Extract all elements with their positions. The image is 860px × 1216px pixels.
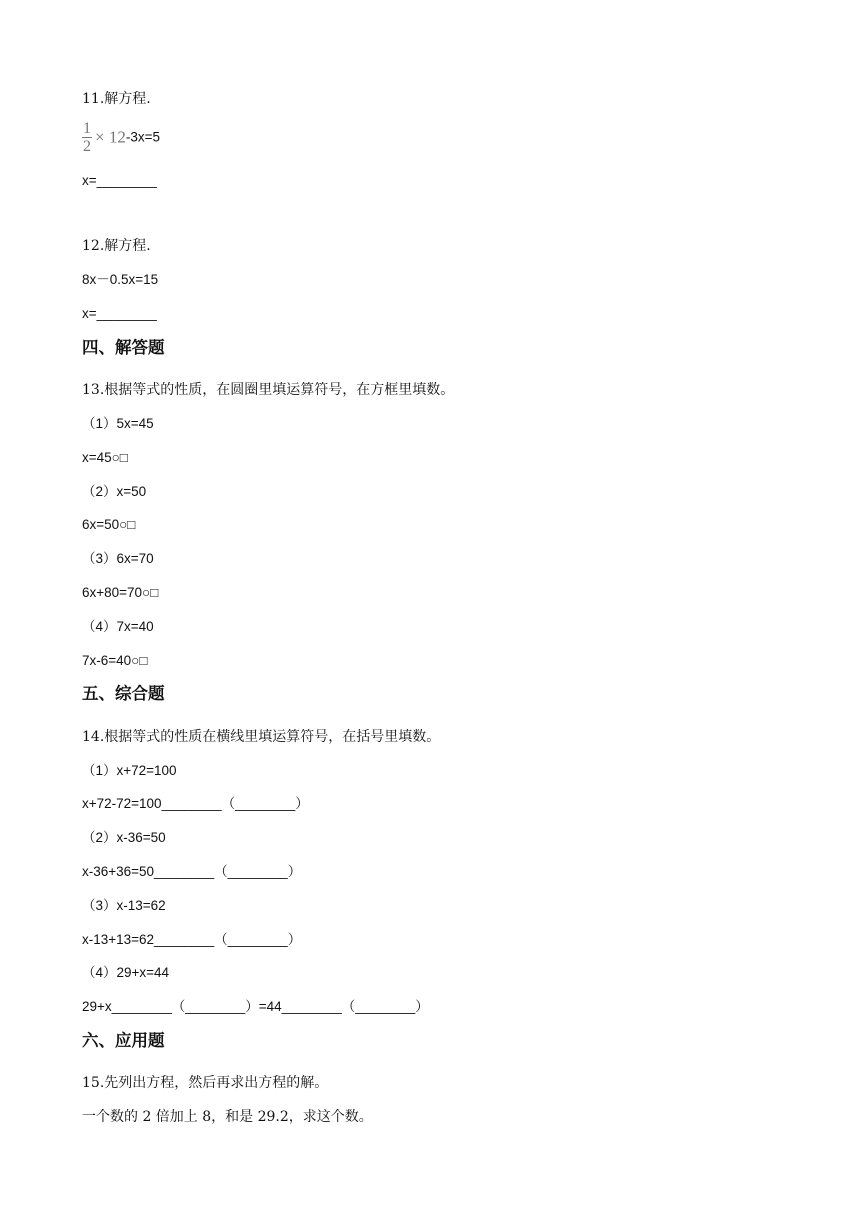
q11-answer-blank: x=________ (82, 173, 157, 188)
q15-title: 15.先列出方程，然后再求出方程的解。 (82, 1075, 329, 1091)
q11-equation-tail: -3x=5 (125, 129, 160, 145)
q14-item-2-given: （2）x-36=50 (82, 830, 166, 845)
q14-item-1-given: （1）x+72=100 (82, 763, 177, 778)
q12-answer-blank: x=________ (82, 306, 157, 321)
q13-item-2-work: 6x=50○□ (82, 517, 136, 532)
q11-title: 11.解方程. (82, 91, 151, 107)
q13-item-3-given: （3）6x=70 (82, 551, 154, 566)
q13-item-2-given: （2）x=50 (82, 484, 147, 499)
q14-item-3-work: x-13+13=62________（________） (82, 932, 302, 947)
q14-item-1-work: x+72-72=100________（________） (82, 796, 309, 811)
fraction-numerator: 1 (83, 120, 91, 137)
q13-item-4-given: （4）7x=40 (82, 619, 154, 634)
q12-equation: 8x－0.5x=15 (82, 272, 159, 287)
q13-title: 13.根据等式的性质，在圆圈里填运算符号，在方框里填数。 (82, 382, 455, 398)
q12-title: 12.解方程. (82, 238, 151, 254)
q14-item-4-given: （4）29+x=44 (82, 965, 170, 980)
q15-problem-text: 一个数的 2 倍加上 8，和是 29.2，求这个数。 (82, 1109, 373, 1125)
q14-item-2-work: x-36+36=50________（________） (82, 864, 302, 879)
q14-item-4-work: 29+x________（________）=44________（________） (82, 999, 429, 1014)
section-heading-6: 六、应用题 (82, 1031, 165, 1050)
q13-item-1-work: x=45○□ (82, 450, 128, 465)
q11-equation (82, 121, 160, 154)
q14-title: 14.根据等式的性质在横线里填运算符号，在括号里填数。 (82, 729, 441, 745)
q11-fraction (82, 121, 92, 154)
q13-item-4-work: 7x-6=40○□ (82, 653, 148, 668)
q13-item-1-given: （1）5x=45 (82, 416, 154, 431)
section-heading-5: 五、综合题 (82, 684, 165, 703)
q11-times-expression: × 12 (95, 127, 126, 147)
q14-item-3-given: （3）x-13=62 (82, 898, 166, 913)
section-heading-4: 四、解答题 (82, 338, 165, 357)
fraction-denominator: 2 (83, 138, 91, 155)
q13-item-3-work: 6x+80=70○□ (82, 585, 159, 600)
